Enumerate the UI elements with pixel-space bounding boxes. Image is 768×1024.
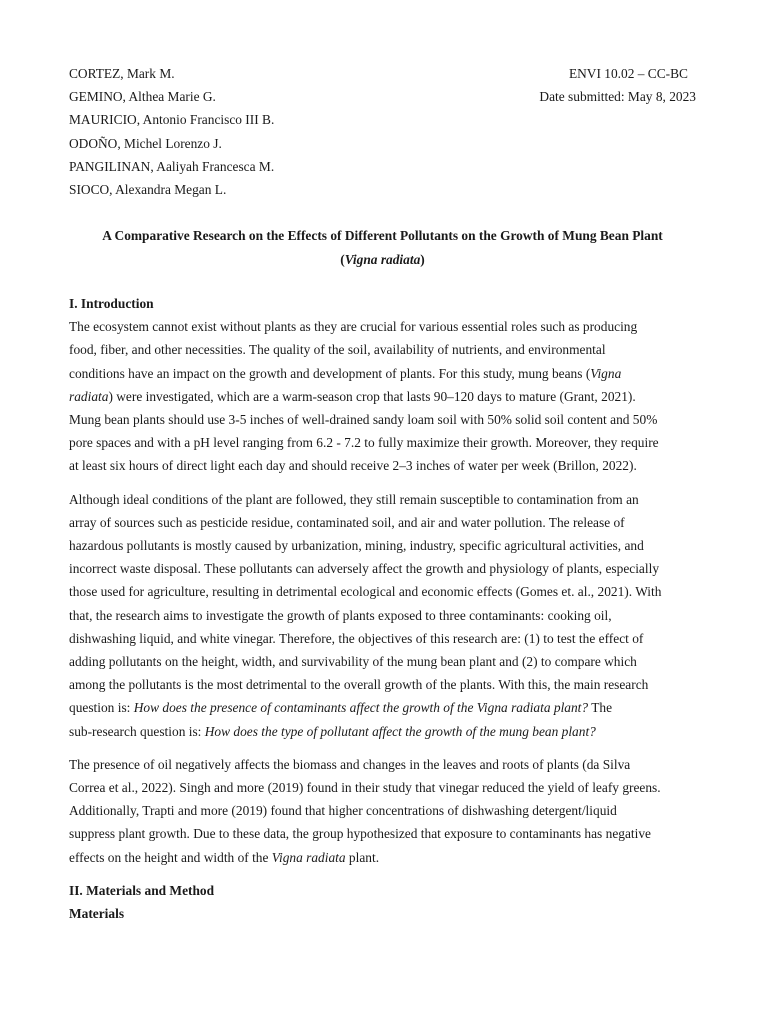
sub-research-question: How does the type of pollutant affect the growth of the mung bean plant? bbox=[204, 723, 596, 739]
submission-info bbox=[539, 64, 696, 110]
author-name: CORTEZ, Mark M. bbox=[69, 66, 175, 81]
text-line bbox=[69, 362, 697, 385]
paragraph-1 bbox=[69, 315, 697, 477]
text-line: suppress plant growth. Due to these data, the group hypothesized that exposure to contaminants has negative bbox=[69, 826, 651, 842]
subsection-heading-materials: Materials bbox=[69, 906, 125, 922]
text-span: question is: bbox=[69, 700, 134, 716]
species-name: radiata bbox=[69, 388, 109, 404]
text-span: plant. bbox=[345, 849, 380, 865]
paper-body bbox=[69, 292, 697, 925]
text-line: Mung bean plants should use 3-5 inches of well-drained sandy loam soil with 50% solid soil content and 50% bbox=[69, 412, 658, 427]
author-list bbox=[69, 64, 274, 203]
species-name: Vigna radiata bbox=[271, 849, 346, 865]
title-line-1: A Comparative Research on the Effects of Different Pollutants on the Growth of Mung Bean Plant bbox=[102, 228, 663, 243]
paragraph-2 bbox=[69, 488, 697, 743]
author-name: ODOÑO, Michel Lorenzo J. bbox=[69, 135, 222, 151]
text-span: sub-research question is: bbox=[69, 723, 205, 739]
text-line: those used for agriculture, resulting in detrimental ecological and economic effects (Gomes et. al., 2021). With bbox=[69, 584, 662, 600]
text-line: Correa et al., 2022). Singh and more (2019) found in their study that vinegar reduced the yield of leafy greens. bbox=[69, 780, 661, 796]
species-name: Vigna radiata bbox=[344, 251, 421, 267]
text-line: pore spaces and with a pH level ranging from 6.2 - 7.2 to fully maximize their growth. Moreover, they require bbox=[69, 435, 659, 451]
course-code: ENVI 10.02 – CC-BC bbox=[568, 66, 688, 81]
text-line bbox=[69, 385, 697, 408]
text-span: effects on the height and width of the bbox=[69, 849, 272, 865]
paren-open: ( bbox=[340, 251, 345, 267]
species-name: Vigna bbox=[590, 365, 622, 381]
author-name: MAURICIO, Antonio Francisco III B. bbox=[69, 112, 275, 128]
paren-close: ) bbox=[420, 251, 425, 267]
text-line bbox=[69, 720, 697, 743]
text-span: conditions have an impact on the growth and development of plants. For this study, mung beans ( bbox=[69, 365, 591, 381]
section-heading-introduction: I. Introduction bbox=[69, 296, 154, 311]
main-research-question: How does the presence of contaminants affect the growth of the Vigna radiata plant? bbox=[133, 700, 589, 716]
text-span: The bbox=[588, 700, 613, 716]
text-line: hazardous pollutants is mostly caused by urbanization, mining, industry, specific agricultural activities, and bbox=[69, 538, 644, 554]
text-line: array of sources such as pesticide residue, contaminated soil, and air and water pollution. The release of bbox=[69, 514, 625, 530]
paragraph-3 bbox=[69, 753, 697, 869]
author-name: GEMINO, Althea Marie G. bbox=[69, 89, 216, 105]
author-name: PANGILINAN, Aaliyah Francesca M. bbox=[69, 158, 275, 174]
text-line: that, the research aims to investigate the growth of plants exposed to three contaminants: cooking oil, bbox=[69, 607, 612, 623]
author-name: SIOCO, Alexandra Megan L. bbox=[69, 181, 227, 197]
text-line: The presence of oil negatively affects the biomass and changes in the leaves and roots of plants (da Silva bbox=[69, 756, 631, 772]
text-line: food, fiber, and other necessities. The quality of the soil, availability of nutrients, and environmental bbox=[69, 342, 606, 358]
text-line: among the pollutants is the most detrimental to the overall growth of the plants. With this, the main research bbox=[69, 677, 649, 693]
text-line: Additionally, Trapti and more (2019) found that higher concentrations of dishwashing detergent/liquid bbox=[69, 803, 617, 819]
date-submitted: Date submitted: May 8, 2023 bbox=[539, 89, 696, 105]
text-line bbox=[69, 696, 697, 719]
text-span: ) were investigated, which are a warm-season crop that lasts 90–120 days to mature (Grant, 2021). bbox=[108, 388, 636, 404]
section-heading-materials-method: II. Materials and Method bbox=[69, 882, 215, 898]
text-line: adding pollutants on the height, width, and survivability of the mung bean plant and (2) to compare which bbox=[69, 654, 637, 670]
text-line: incorrect waste disposal. These pollutants can adversely affect the growth and physiology of plants, especially bbox=[69, 561, 660, 577]
text-line: at least six hours of direct light each day and should receive 2–3 inches of water per week (Brillon, 2022). bbox=[69, 458, 637, 474]
title-line-2 bbox=[69, 248, 696, 272]
text-line: The ecosystem cannot exist without plants as they are crucial for various essential roles such as producing bbox=[69, 319, 638, 335]
paper-title bbox=[69, 224, 696, 271]
text-line bbox=[69, 846, 697, 869]
text-line: Although ideal conditions of the plant are followed, they still remain susceptible to contamination from an bbox=[69, 491, 639, 507]
text-line: dishwashing liquid, and white vinegar. Therefore, the objectives of this research are: (1) to test the effect of bbox=[69, 630, 644, 646]
